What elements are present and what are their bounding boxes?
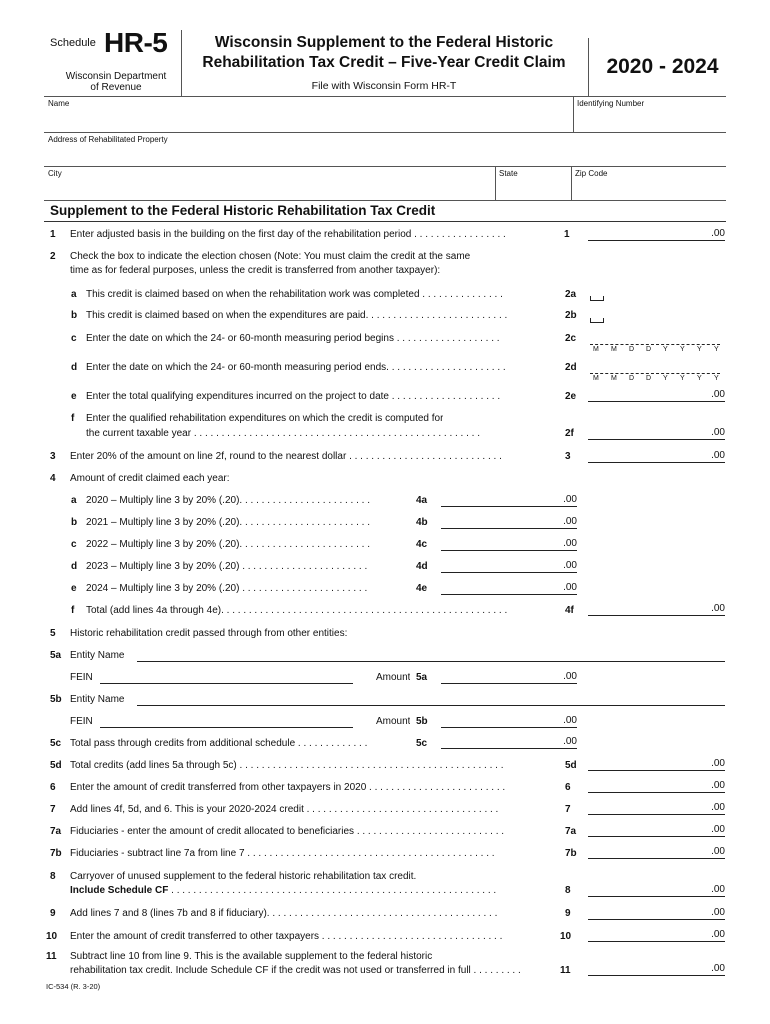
line-8-text-1: Carryover of unused supplement to the federal historic rehabilitation tax credit. [70, 871, 417, 882]
line-2c-date-y4: Y [714, 346, 719, 353]
line-2f-text-2: the current taxable year . . . . . . . . . . . . . . . . . . . . . . . . . . . . . . . . . . . . . . . . . . . . . . . . . . . . [86, 428, 481, 439]
line-8-label: 8 [565, 885, 571, 896]
line-4d-label: 4d [416, 561, 428, 572]
line-8-leader: . . . . . . . . . . . . . . . . . . . . . . . . . . . . . . . . . . . . . . . . . . . . . . . . . . . . . . . . . . . [168, 885, 497, 896]
zip-code-label: Zip Code [575, 169, 608, 178]
line-2c-label: 2c [565, 333, 577, 344]
line-6-number: 6 [50, 782, 56, 793]
line-5b-number: 5b [50, 694, 62, 705]
line-6-amount[interactable]: .00 [588, 780, 725, 793]
line-2e-label: 2e [565, 391, 577, 402]
line-4a-label: 4a [416, 495, 428, 506]
line-5b-fein-label: FEIN [70, 716, 93, 727]
line-7b-amount[interactable]: .00 [588, 846, 725, 859]
line-5b-label: 5b [416, 716, 428, 727]
line-3-label: 3 [565, 451, 571, 462]
line-2c-date-m1: M [593, 346, 599, 353]
state-field[interactable] [498, 180, 568, 198]
zip-code-field[interactable] [574, 180, 724, 198]
line-11-number: 11 [46, 951, 57, 962]
line-2b-label: 2b [565, 310, 577, 321]
line-4c-letter: c [71, 539, 77, 550]
department-line-2: of Revenue [90, 82, 142, 93]
state-label: State [499, 169, 518, 178]
line-4a-letter: a [71, 495, 77, 506]
line-7b-text: Fiduciaries - subtract line 7a from line 7 . . . . . . . . . . . . . . . . . . . . . . . . . . . . . . . . . . . . . . . . . . . . . [70, 848, 495, 859]
line-2c-date-field[interactable] [590, 334, 720, 345]
line-8-text-2 [70, 885, 548, 896]
line-5a-label: 5a [416, 672, 428, 683]
line-2f-text-1: Enter the qualified rehabilitation expenditures on which the credit is computed for [86, 413, 444, 424]
line-7a-label: 7a [565, 826, 577, 837]
line-7-text: Add lines 4f, 5d, and 6. This is your 2020-2024 credit . . . . . . . . . . . . . . . . . . . . . . . . . . . . . . . . . . . [70, 804, 499, 815]
line-2c-text: Enter the date on which the 24- or 60-month measuring period begins . . . . . . . . . . . . . . . . . . . [86, 333, 500, 344]
line-2a-letter: a [71, 289, 77, 300]
line-2a-label: 2a [565, 289, 577, 300]
line-9-text: Add lines 7 and 8 (lines 7b and 8 if fiduciary). . . . . . . . . . . . . . . . . . . . . . . . . . . . . . . . . . . . . . . . . . [70, 908, 498, 919]
line-5c-amount[interactable]: .00 [441, 736, 577, 749]
identifying-number-field[interactable] [576, 110, 724, 130]
line-11-amount[interactable]: .00 [588, 963, 725, 976]
line-7b-label: 7b [565, 848, 577, 859]
line-5b-entity-name-field[interactable] [137, 693, 725, 706]
line-2d-date-y4: Y [714, 375, 719, 382]
line-10-text: Enter the amount of credit transferred to other taxpayers . . . . . . . . . . . . . . . . . . . . . . . . . . . . . . . . . [70, 931, 503, 942]
line-5c-label: 5c [416, 738, 428, 749]
line-2d-date-d2: D [646, 375, 652, 382]
line-2f-label: 2f [565, 428, 574, 439]
line-9-number: 9 [50, 908, 56, 919]
section-title: Supplement to the Federal Historic Rehabilitation Tax Credit [50, 203, 436, 218]
line-8-amount[interactable]: .00 [588, 884, 725, 897]
line-7a-text: Fiduciaries - enter the amount of credit allocated to beneficiaries . . . . . . . . . . . . . . . . . . . . . . . . . . . [70, 826, 505, 837]
line-2e-text: Enter the total qualifying expenditures incurred on the project to date . . . . . . . . . . . . . . . . . . . . [86, 391, 501, 402]
line-4e-text: 2024 – Multiply line 3 by 20% (.20) . . . . . . . . . . . . . . . . . . . . . . . [86, 583, 368, 594]
line-1-amount[interactable]: .00 [588, 228, 725, 241]
form-code: HR-5 [104, 27, 168, 58]
line-7-amount[interactable]: .00 [588, 802, 725, 815]
line-4f-label: 4f [565, 605, 574, 616]
line-2b-checkbox[interactable] [590, 318, 604, 323]
identifying-number-label: Identifying Number [577, 99, 645, 108]
tax-years: 2020 - 2024 [606, 55, 719, 78]
address-field[interactable] [46, 146, 722, 164]
line-1-number: 1 [50, 229, 56, 240]
line-2d-letter: d [71, 362, 78, 373]
line-4a-amount[interactable]: .00 [441, 494, 577, 507]
line-2a-text: This credit is claimed based on when the rehabilitation work was completed . . . . . . . . . . . . . . . [86, 289, 503, 300]
line-2d-date-y3: Y [697, 375, 702, 382]
line-3-number: 3 [50, 451, 56, 462]
line-2-number: 2 [50, 251, 56, 262]
line-4d-letter: d [71, 561, 78, 572]
line-1-text: Enter adjusted basis in the building on the first day of the rehabilitation period . . . . . . . . . . . . . . . . . [70, 229, 506, 240]
line-10-label: 10 [560, 931, 572, 942]
line-8-schedule-cf: Include Schedule CF [70, 885, 169, 896]
form-title-line-2: Rehabilitation Tax Credit – Five-Year Credit Claim [202, 54, 566, 71]
city-field[interactable] [46, 180, 492, 198]
line-5a-fein-field[interactable] [100, 671, 353, 684]
line-5d-amount[interactable]: .00 [588, 758, 725, 771]
name-label: Name [48, 99, 70, 108]
line-7a-number: 7a [50, 826, 62, 837]
line-2d-date-y2: Y [680, 375, 685, 382]
line-2c-date-d1: D [629, 346, 635, 353]
line-4b-label: 4b [416, 517, 428, 528]
line-4f-amount[interactable]: .00 [588, 603, 725, 616]
line-11-label: 11 [560, 965, 571, 976]
line-4c-text: 2022 – Multiply line 3 by 20% (.20). . . . . . . . . . . . . . . . . . . . . . . . [86, 539, 370, 550]
city-label: City [48, 169, 62, 178]
line-2c-date-y1: Y [663, 346, 668, 353]
line-4b-amount[interactable]: .00 [441, 516, 577, 529]
line-4f-text: Total (add lines 4a through 4e). . . . . . . . . . . . . . . . . . . . . . . . . . . . . . . . . . . . . . . . . . . . . . . . . . . . [86, 605, 508, 616]
line-2c-letter: c [71, 333, 77, 344]
line-2d-date-m1: M [593, 375, 599, 382]
line-4e-letter: e [71, 583, 77, 594]
line-5b-fein-field[interactable] [100, 715, 353, 728]
line-4b-text: 2021 – Multiply line 3 by 20% (.20). . . . . . . . . . . . . . . . . . . . . . . . [86, 517, 370, 528]
form-title-line-1: Wisconsin Supplement to the Federal Historic [214, 34, 554, 51]
department-line-1: Wisconsin Department [65, 71, 167, 82]
line-2e-amount[interactable]: .00 [588, 389, 725, 402]
line-5b-entity-label: Entity Name [70, 694, 125, 705]
line-10-amount[interactable]: .00 [588, 929, 725, 942]
line-5a-amount[interactable]: .00 [441, 671, 577, 684]
line-5d-label: 5d [565, 760, 577, 771]
line-5d-number: 5d [50, 760, 62, 771]
line-11-text-2: rehabilitation tax credit. Include Schedule CF if the credit was not used or transferred in full . . . . . . . . . [70, 965, 521, 976]
line-9-label: 9 [565, 908, 571, 919]
line-4f-letter: f [71, 605, 75, 616]
line-6-text: Enter the amount of credit transferred from other taxpayers in 2020 . . . . . . . . . . . . . . . . . . . . . . . . . [70, 782, 506, 793]
line-2d-text: Enter the date on which the 24- or 60-month measuring period ends. . . . . . . . . . . . . . . . . . . . . . [86, 362, 506, 373]
line-5a-amount-text: Amount [376, 672, 411, 683]
line-2f-amount[interactable]: .00 [588, 427, 725, 440]
line-8-number: 8 [50, 871, 56, 882]
line-2c-date-m2: M [611, 346, 617, 353]
line-5d-text: Total credits (add lines 5a through 5c) . . . . . . . . . . . . . . . . . . . . . . . . . . . . . . . . . . . . . . . . . . . . . . . . [70, 760, 504, 771]
line-2-text-2: time as for federal purposes, unless the credit is transferred from another taxpayer): [70, 265, 441, 276]
form-revision-id: IC-534 (R. 3-20) [46, 982, 101, 991]
line-2f-letter: f [71, 413, 75, 424]
line-2d-date-y1: Y [663, 375, 668, 382]
line-7a-amount[interactable]: .00 [588, 824, 725, 837]
line-1-label: 1 [564, 229, 570, 240]
line-5b-amount[interactable]: .00 [441, 715, 577, 728]
line-5c-number: 5c [50, 738, 62, 749]
line-4c-amount[interactable]: .00 [441, 538, 577, 551]
line-2b-letter: b [71, 310, 78, 321]
line-3-text: Enter 20% of the amount on line 2f, round to the nearest dollar . . . . . . . . . . . . . . . . . . . . . . . . . . . . [70, 451, 502, 462]
line-4d-amount[interactable]: .00 [441, 560, 577, 573]
line-2b-text: This credit is claimed based on when the expenditures are paid. . . . . . . . . . . . . . . . . . . . . . . . . . [86, 310, 508, 321]
line-4-number: 4 [50, 473, 56, 484]
line-2c-date-y2: Y [680, 346, 685, 353]
line-2d-date-d1: D [629, 375, 635, 382]
line-4b-letter: b [71, 517, 78, 528]
line-5a-entity-name-field[interactable] [137, 649, 725, 662]
line-5-text: Historic rehabilitation credit passed through from other entities: [70, 628, 348, 639]
line-4e-label: 4e [416, 583, 428, 594]
line-5a-entity-label: Entity Name [70, 650, 125, 661]
address-label: Address of Rehabilitated Property [48, 135, 168, 144]
line-2c-date-y3: Y [697, 346, 702, 353]
file-with-note: File with Wisconsin Form HR-T [311, 80, 457, 92]
line-4-text: Amount of credit claimed each year: [70, 473, 230, 484]
line-2e-letter: e [71, 391, 77, 402]
name-field[interactable] [46, 110, 570, 130]
line-4a-text: 2020 – Multiply line 3 by 20% (.20). . . . . . . . . . . . . . . . . . . . . . . . [86, 495, 370, 506]
line-10-number: 10 [46, 931, 58, 942]
line-3-amount[interactable]: .00 [588, 450, 725, 463]
line-4e-amount[interactable]: .00 [441, 582, 577, 595]
line-2d-label: 2d [565, 362, 577, 373]
line-9-amount[interactable]: .00 [588, 907, 725, 920]
line-5a-number: 5a [50, 650, 62, 661]
line-7-label: 7 [565, 804, 571, 815]
line-2c-date-d2: D [646, 346, 652, 353]
line-2d-date-field[interactable] [590, 363, 720, 374]
line-6-label: 6 [565, 782, 571, 793]
line-5b-amount-text: Amount [376, 716, 411, 727]
line-7-number: 7 [50, 804, 56, 815]
schedule-label: Schedule [50, 37, 96, 49]
line-5c-text: Total pass through credits from additional schedule . . . . . . . . . . . . . [70, 738, 368, 749]
line-4c-label: 4c [416, 539, 428, 550]
line-11-text-1: Subtract line 10 from line 9. This is the available supplement to the federal historic [70, 951, 433, 962]
line-5a-fein-label: FEIN [70, 672, 93, 683]
line-5-number: 5 [50, 628, 56, 639]
line-4d-text: 2023 – Multiply line 3 by 20% (.20) . . . . . . . . . . . . . . . . . . . . . . . [86, 561, 368, 572]
line-2d-date-m2: M [611, 375, 617, 382]
line-2-text-1: Check the box to indicate the election chosen (Note: You must claim the credit at the same [70, 251, 471, 262]
line-2a-checkbox[interactable] [590, 296, 604, 301]
line-7b-number: 7b [50, 848, 62, 859]
